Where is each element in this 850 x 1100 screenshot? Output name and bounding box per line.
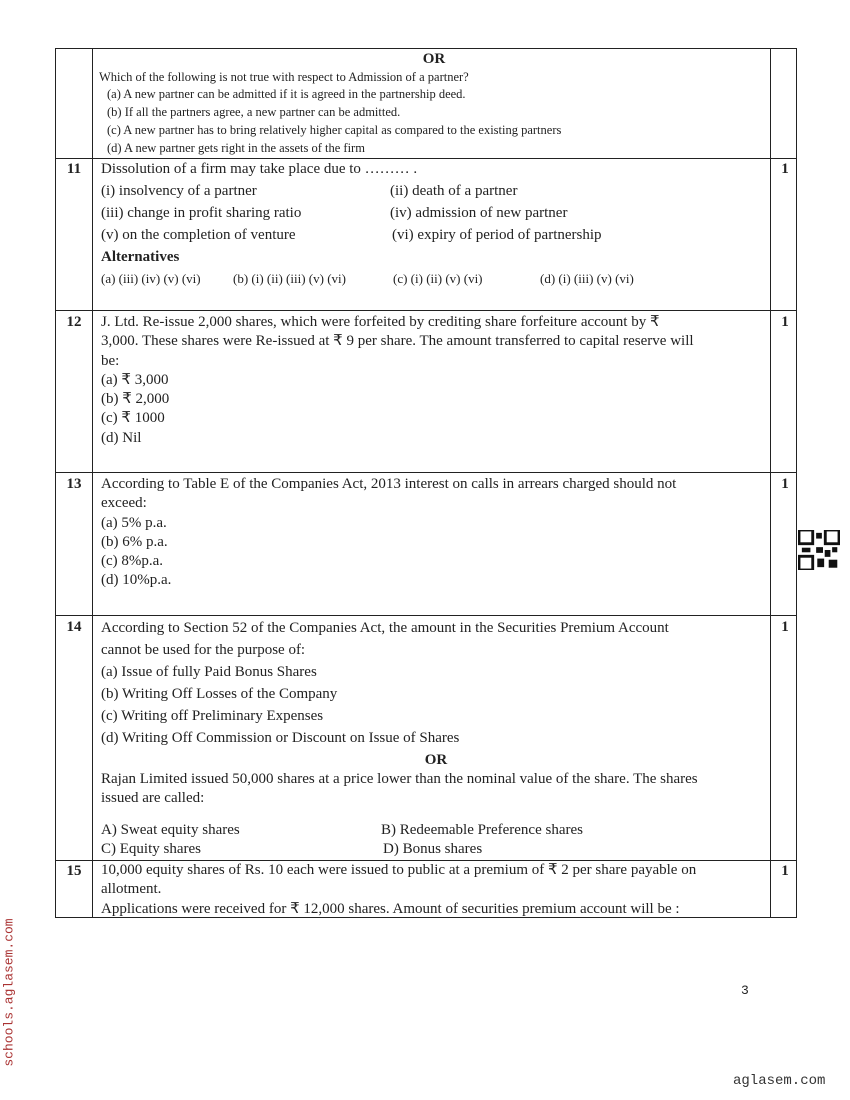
marks: 1 [781, 161, 789, 177]
reason: (ii) death of a partner [390, 183, 518, 199]
reason: (vi) expiry of period of partnership [392, 227, 602, 243]
question-text: 10,000 equity shares of Rs. 10 each were issued to public at a premium of ₹ 2 per share payable on [101, 862, 697, 878]
question-text: be: [101, 352, 120, 369]
option: (b) 6% p.a. [101, 533, 168, 550]
reason: (i) insolvency of a partner [101, 183, 257, 199]
question-number: 14 [66, 619, 82, 635]
question-number: 15 [66, 863, 82, 879]
question-10-or [99, 51, 769, 157]
question-text: cannot be used for the purpose of: [101, 642, 306, 658]
watermark-left: schools.aglasem.com [1, 918, 17, 1067]
option: D) Bonus shares [383, 840, 483, 857]
or-label: OR [422, 51, 446, 67]
question-14-or [101, 770, 771, 859]
question-15 [101, 861, 771, 919]
option: (b) If all the partners agree, a new partner can be admitted. [107, 105, 401, 120]
option: (a) 5% p.a. [101, 514, 167, 531]
option: (c) A new partner has to bring relatively higher capital as compared to the existing partners [107, 122, 562, 137]
question-11 [101, 158, 771, 290]
question-text: J. Ltd. Re-issue 2,000 shares, which were forfeited by crediting share forfeiture account by ₹ [101, 314, 660, 330]
question-12 [101, 313, 771, 448]
question-13 [101, 475, 771, 591]
option: (d) A new partner gets right in the assets of the firm [107, 140, 365, 155]
option: (a) ₹ 3,000 [101, 371, 169, 388]
question-text: issued are called: [101, 790, 205, 807]
watermark-right: aglasem.com [733, 1073, 826, 1089]
column-divider [92, 49, 93, 917]
reason: (iii) change in profit sharing ratio [101, 205, 302, 221]
or-label: OR [424, 752, 448, 768]
marks: 1 [781, 476, 789, 492]
question-number: 12 [66, 314, 82, 330]
question-text: 3,000. These shares were Re-issued at ₹ 9 per share. The amount transferred to capital reserve will [101, 333, 694, 350]
alternative: (b) (i) (ii) (iii) (v) (vi) [233, 271, 346, 286]
option: B) Redeemable Preference shares [381, 821, 583, 838]
question-text: According to Section 52 of the Companies Act, the amount in the Securities Premium Account [101, 620, 669, 636]
question-text: Dissolution of a firm may take place due to ……… . [101, 161, 418, 177]
page-number: 3 [741, 983, 749, 998]
option: (c) Writing off Preliminary Expenses [101, 708, 324, 724]
question-text: According to Table E of the Companies Act, 2013 interest on calls in arrears charged should not [101, 476, 677, 492]
question-text: Which of the following is not true with respect to Admission of a partner? [99, 69, 469, 84]
option: (b) ₹ 2,000 [101, 391, 170, 408]
question-text: exceed: [101, 495, 147, 512]
row-divider [56, 472, 796, 473]
question-text: Applications were received for ₹ 12,000 shares. Amount of securities premium account will be : [101, 900, 680, 917]
option: (d) Nil [101, 429, 142, 446]
option: (a) Issue of fully Paid Bonus Shares [101, 664, 317, 680]
alternative: (c) (i) (ii) (v) (vi) [393, 271, 483, 286]
question-table [55, 48, 797, 918]
qr-code-icon [798, 530, 840, 570]
option: (a) A new partner can be admitted if it is agreed in the partnership deed. [107, 87, 466, 102]
reason: (v) on the completion of venture [101, 227, 296, 243]
alternatives-label: Alternatives [101, 249, 180, 265]
option: (c) 8%p.a. [101, 553, 164, 570]
marks: 1 [781, 619, 789, 635]
option: C) Equity shares [101, 840, 201, 857]
reason: (iv) admission of new partner [390, 205, 568, 221]
option: (c) ₹ 1000 [101, 410, 165, 427]
alternative: (a) (iii) (iv) (v) (vi) [101, 271, 201, 286]
question-number: 11 [66, 161, 82, 177]
row-divider [56, 615, 796, 616]
option: A) Sweat equity shares [101, 821, 240, 838]
question-text: Rajan Limited issued 50,000 shares at a price lower than the nominal value of the share. The shares [101, 771, 698, 787]
question-14 [101, 617, 771, 771]
marks: 1 [781, 314, 789, 330]
question-number: 13 [66, 476, 82, 492]
question-text: allotment. [101, 881, 162, 898]
row-divider [56, 310, 796, 311]
alternative: (d) (i) (iii) (v) (vi) [540, 271, 634, 286]
option: (d) 10%p.a. [101, 572, 172, 589]
marks: 1 [781, 863, 789, 879]
option: (b) Writing Off Losses of the Company [101, 686, 338, 702]
option: (d) Writing Off Commission or Discount on Issue of Shares [101, 730, 460, 746]
